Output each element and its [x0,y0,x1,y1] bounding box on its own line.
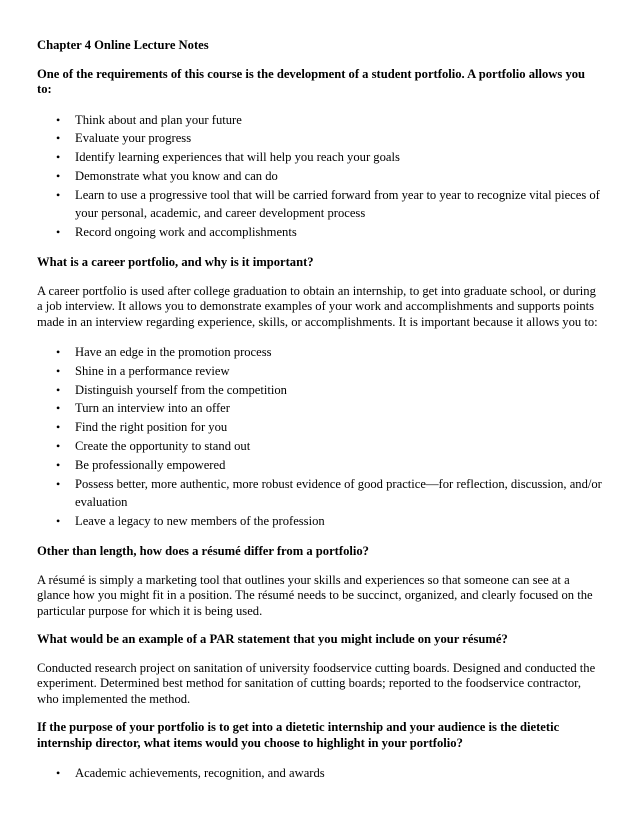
career-portfolio-bullet-list [37,343,602,531]
par-statement-paragraph: Conducted research project on sanitation of university foodservice cutting boards. Designed and conducted the experiment. Determined best method for sanitation of cutting boards; reported to the foodservice contractor, who implemented the method. [37,660,596,706]
list-item [37,475,602,513]
bullet-icon: • [56,766,61,781]
list-item-text: Turn an interview into an offer [75,401,230,416]
dietetic-internship-heading: If the purpose of your portfolio is to get into a dietetic internship and your audience is the dietetic internship director, what items would you choose to highlight in your portfolio? [37,720,560,750]
bullet-icon: • [56,150,61,165]
list-item [37,129,602,148]
bullet-icon: • [56,363,61,378]
list-item-text: Distinguish yourself from the competition [75,382,287,397]
list-item [37,362,602,381]
list-item-text: Create the opportunity to stand out [75,439,251,454]
list-item [37,512,602,531]
bullet-icon: • [56,112,61,127]
bullet-icon: • [56,345,61,360]
bullet-icon: • [56,131,61,146]
list-item [37,186,602,224]
bullet-icon: • [56,401,61,416]
intro-heading: One of the requirements of this course is the development of a student portfolio. A portfolio allows you to: [37,66,586,96]
career-portfolio-heading: What is a career portfolio, and why is it important? [37,255,314,270]
bullet-icon: • [56,476,61,491]
list-item-text: Possess better, more authentic, more robust evidence of good practice—for reflection, discussion, and/or evaluation [75,476,602,510]
resume-vs-portfolio-heading: Other than length, how does a résumé differ from a portfolio? [37,544,369,559]
career-portfolio-paragraph: A career portfolio is used after college graduation to obtain an internship, to get into graduate school, or during a job interview. It allows you to demonstrate examples of your work and accomplishments and supports points made in an interview regarding experience, skills, or accomplishments. It is important because it allows you to: [37,283,598,329]
list-item [37,343,602,362]
resume-vs-portfolio-paragraph: A résumé is simply a marketing tool that outlines your skills and experiences so that someone can see at a glance how you might fit in a position. The résumé needs to be succinct, organized, and clearly focused on the particular purpose for which it is being used. [37,572,593,618]
list-item [37,399,602,418]
list-item [37,223,602,242]
list-item-text: Leave a legacy to new members of the profession [75,514,325,529]
list-item-text: Learn to use a progressive tool that will be carried forward from year to year to recognize vital pieces of your personal, academic, and career development process [75,187,600,221]
list-item-text: Shine in a performance review [75,363,230,378]
list-item [37,167,602,186]
list-item [37,456,602,475]
intro-bullet-list [37,111,602,243]
list-item-text: Demonstrate what you know and can do [75,168,278,183]
bullet-icon: • [56,457,61,472]
list-item-text: Academic achievements, recognition, and awards [75,766,325,781]
list-item-text: Be professionally empowered [75,457,226,472]
list-item [37,111,602,130]
bullet-icon: • [56,420,61,435]
list-item [37,381,602,400]
list-item-text: Think about and plan your future [75,112,242,127]
list-item [37,437,602,456]
list-item [37,764,602,783]
list-item-text: Identify learning experiences that will help you reach your goals [75,150,400,165]
par-statement-heading: What would be an example of a PAR statement that you might include on your résumé? [37,632,508,647]
list-item-text: Find the right position for you [75,420,228,435]
dietetic-internship-bullet-list [37,764,602,783]
list-item [37,148,602,167]
bullet-icon: • [56,382,61,397]
bullet-icon: • [56,225,61,240]
bullet-icon: • [56,439,61,454]
list-item-text: Have an edge in the promotion process [75,345,272,360]
list-item-text: Record ongoing work and accomplishments [75,225,297,240]
bullet-icon: • [56,168,61,183]
document-title: Chapter 4 Online Lecture Notes [37,38,209,52]
list-item [37,418,602,437]
list-item-text: Evaluate your progress [75,131,192,146]
bullet-icon: • [56,187,61,202]
bullet-icon: • [56,514,61,529]
